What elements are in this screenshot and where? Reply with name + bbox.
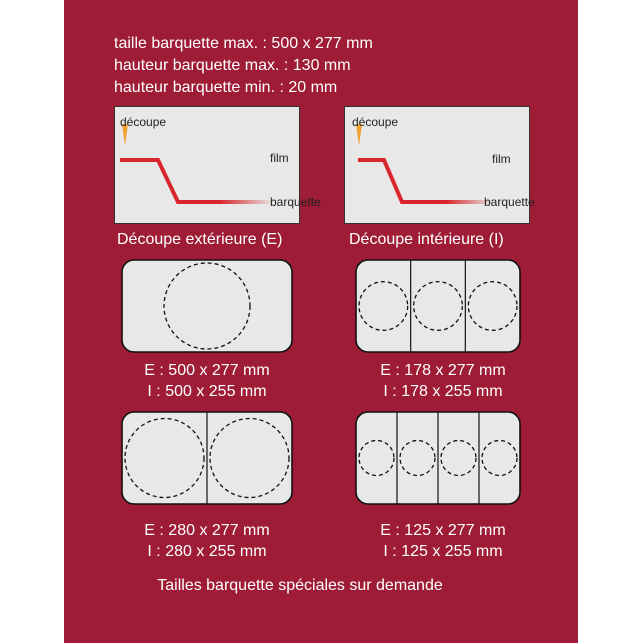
cut-label: découpe	[352, 115, 399, 129]
interior-dimension: I : 280 x 255 mm	[147, 543, 267, 560]
format-4-dimensions	[343, 520, 543, 562]
tray-format-1	[120, 258, 294, 354]
cut-diagram-interior	[344, 106, 564, 228]
exterior-dimension: E : 500 x 277 mm	[144, 362, 270, 379]
interior-dimension: I : 125 x 255 mm	[383, 543, 503, 560]
format-2-dimensions	[107, 520, 307, 562]
tray-outline	[122, 260, 292, 352]
tray-format-2	[120, 410, 294, 506]
tray-label: barquette	[270, 195, 321, 209]
tray-format-4	[354, 410, 522, 506]
caption-interior-cut: Découpe intérieure (I)	[349, 231, 504, 248]
exterior-dimension: E : 125 x 277 mm	[380, 522, 506, 539]
exterior-dimension: E : 280 x 277 mm	[144, 522, 270, 539]
interior-dimension: I : 178 x 255 mm	[383, 383, 503, 400]
tray-label: barquette	[484, 195, 535, 209]
exterior-dimension: E : 178 x 277 mm	[380, 362, 506, 379]
footer-note: Tailles barquette spéciales sur demande	[157, 577, 443, 594]
film-label: film	[270, 151, 289, 165]
cut-diagram-exterior	[114, 106, 334, 228]
spec-max-height: hauteur barquette max. : 130 mm	[114, 57, 351, 74]
film-label: film	[492, 152, 511, 166]
tray-format-3	[354, 258, 522, 354]
spec-max-size: taille barquette max. : 500 x 277 mm	[114, 35, 373, 52]
format-3-dimensions	[343, 360, 543, 402]
interior-dimension: I : 500 x 255 mm	[147, 383, 267, 400]
tray-outline	[356, 260, 520, 352]
caption-exterior-cut: Découpe extérieure (E)	[117, 231, 283, 248]
cut-label: découpe	[120, 115, 167, 129]
format-1-dimensions	[107, 360, 307, 402]
spec-min-height: hauteur barquette min. : 20 mm	[114, 79, 338, 96]
